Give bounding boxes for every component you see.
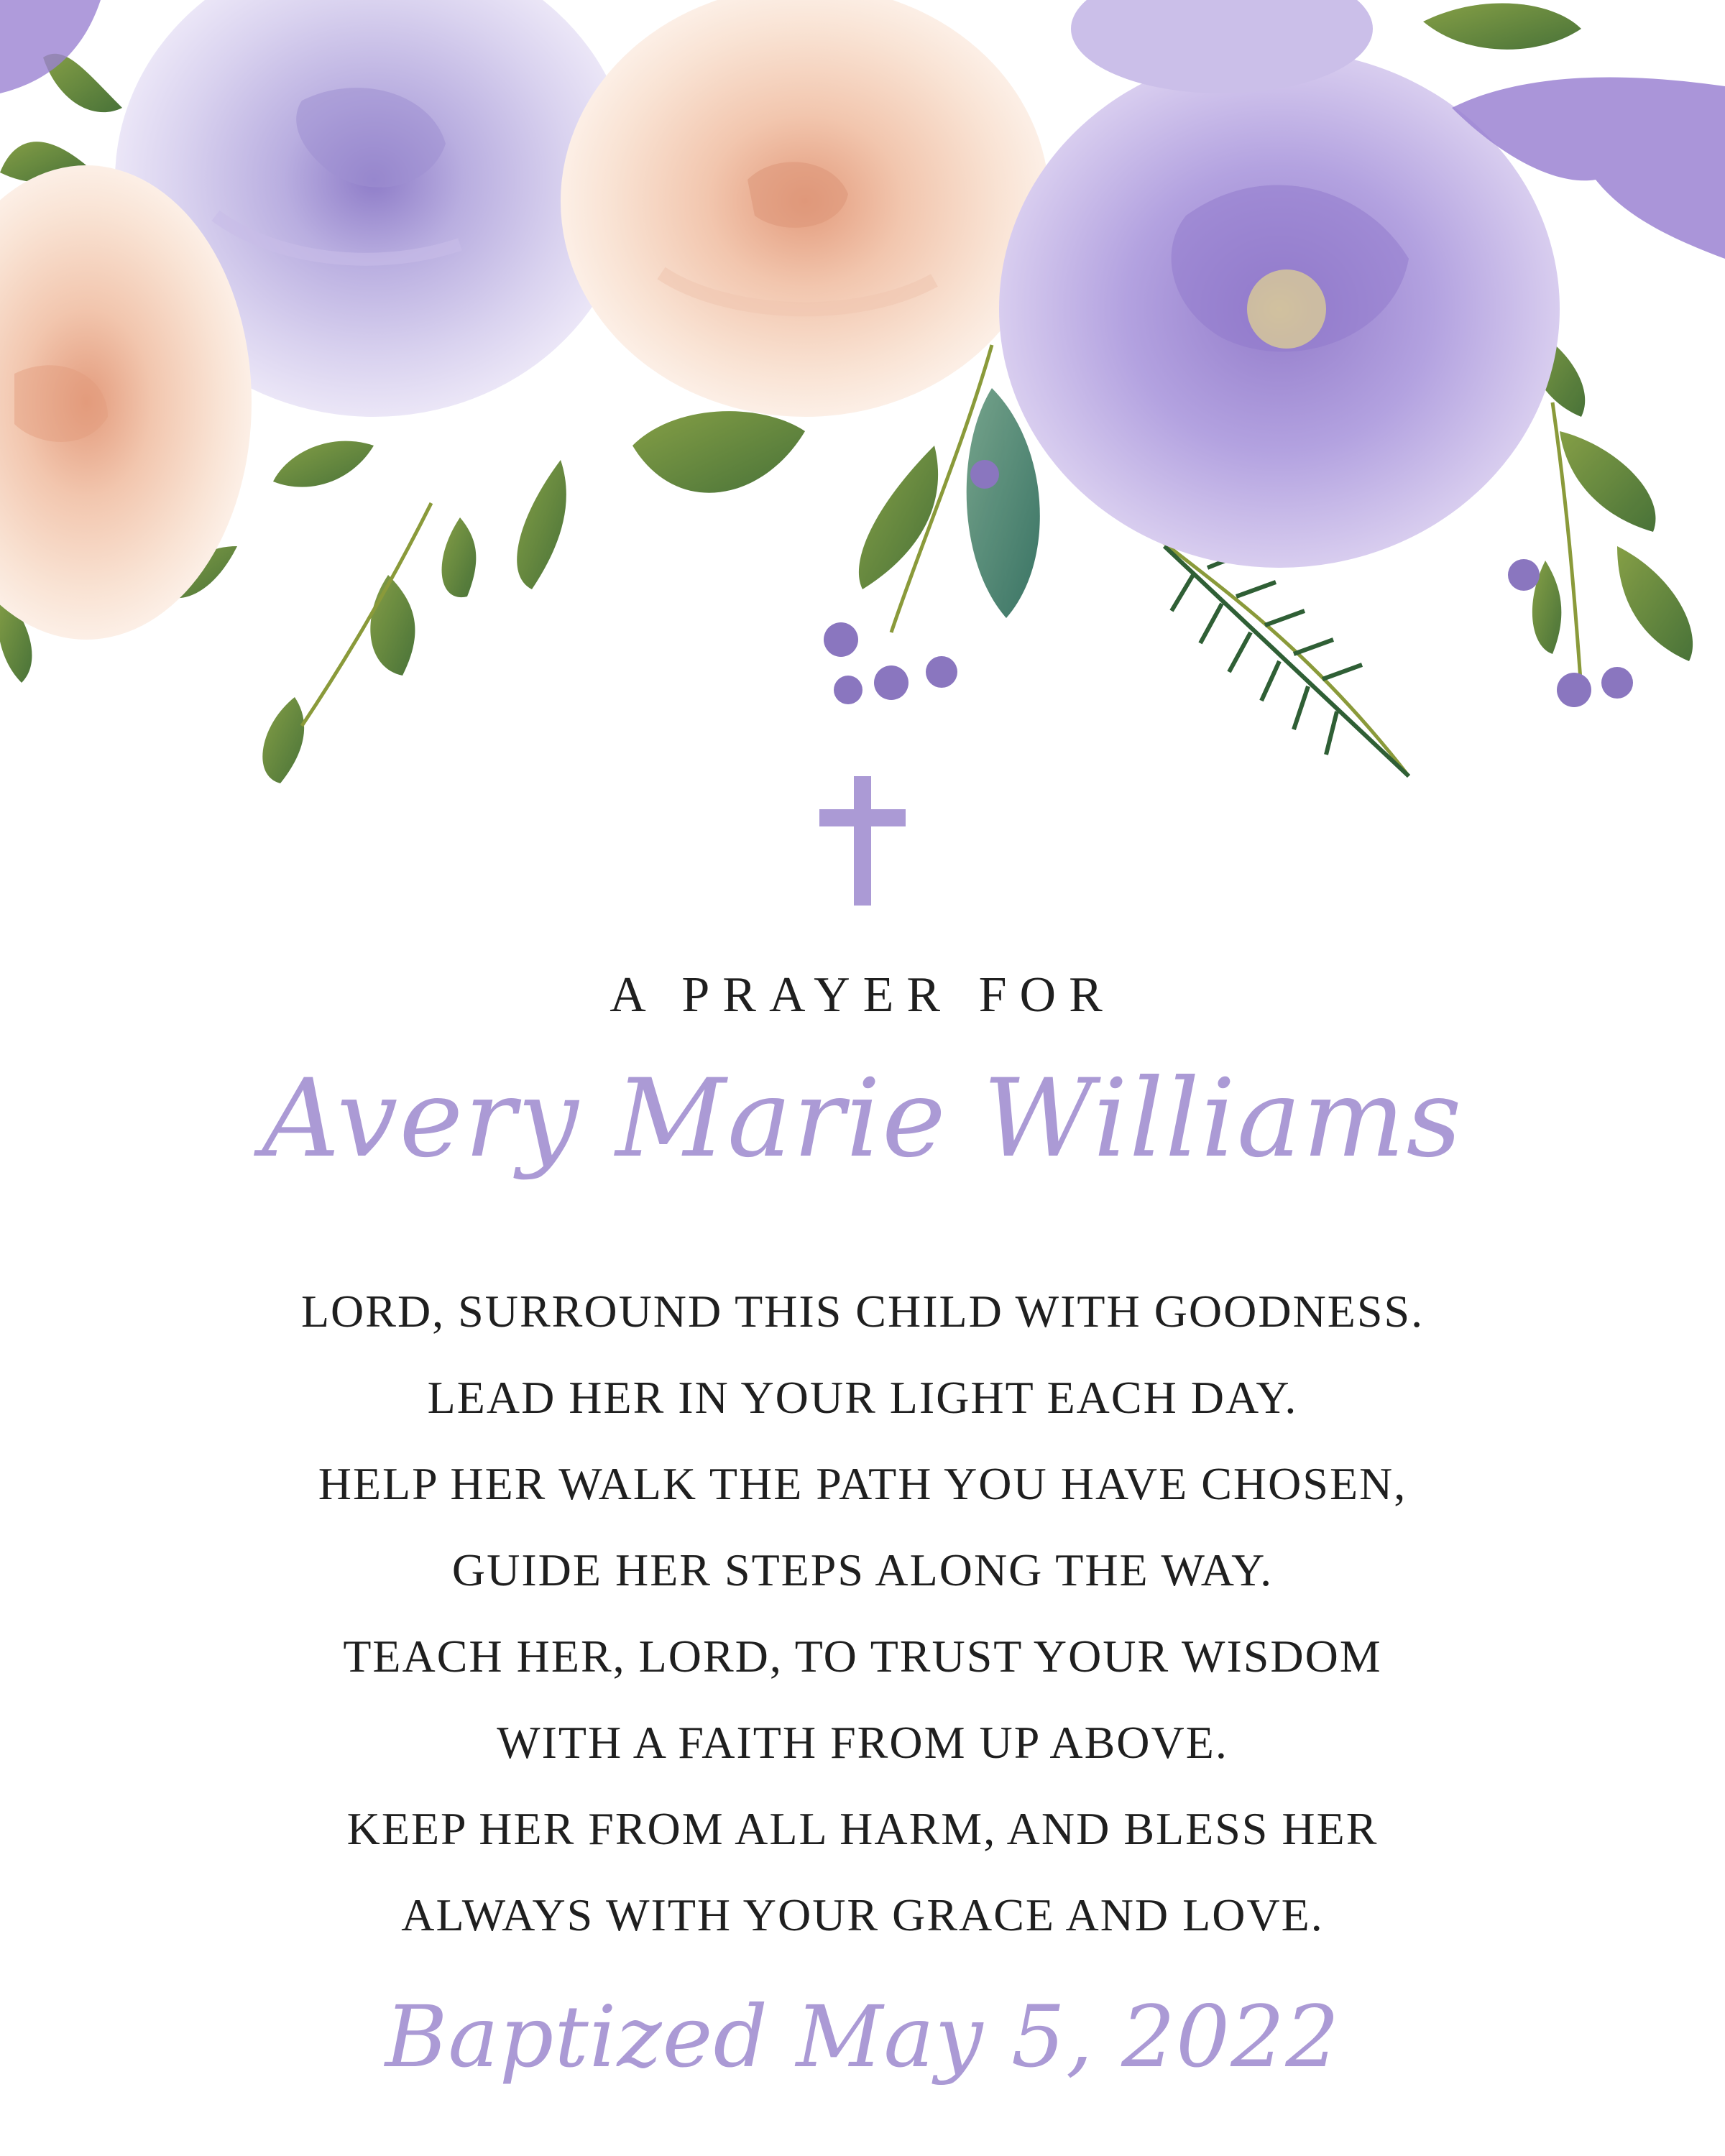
prayer-line: KEEP HER FROM ALL HARM, AND BLESS HER [346, 1803, 1379, 1854]
prayer-line: LEAD HER IN YOUR LIGHT EACH DAY. [427, 1372, 1298, 1423]
page-title: A PRAYER FOR [610, 967, 1116, 1023]
prayer-line: ALWAYS WITH YOUR GRACE AND LOVE. [401, 1889, 1324, 1940]
prayer-line: WITH A FAITH FROM UP ABOVE. [497, 1717, 1228, 1768]
prayer-line: TEACH HER, LORD, TO TRUST YOUR WISDOM [343, 1631, 1382, 1682]
prayer-line: HELP HER WALK THE PATH YOU HAVE CHOSEN, [318, 1458, 1407, 1509]
prayer-line: GUIDE HER STEPS ALONG THE WAY. [451, 1544, 1274, 1595]
cross-icon [819, 776, 906, 906]
child-name: Avery Marie Williams [262, 1056, 1463, 1181]
floral-watercolor-icon [0, 0, 1725, 805]
prayer-text [86, 1268, 1639, 1958]
prayer-line: LORD, SURROUND THIS CHILD WITH GOODNESS. [300, 1286, 1425, 1337]
baptism-date: Baptized May 5, 2022 [385, 1987, 1340, 2086]
